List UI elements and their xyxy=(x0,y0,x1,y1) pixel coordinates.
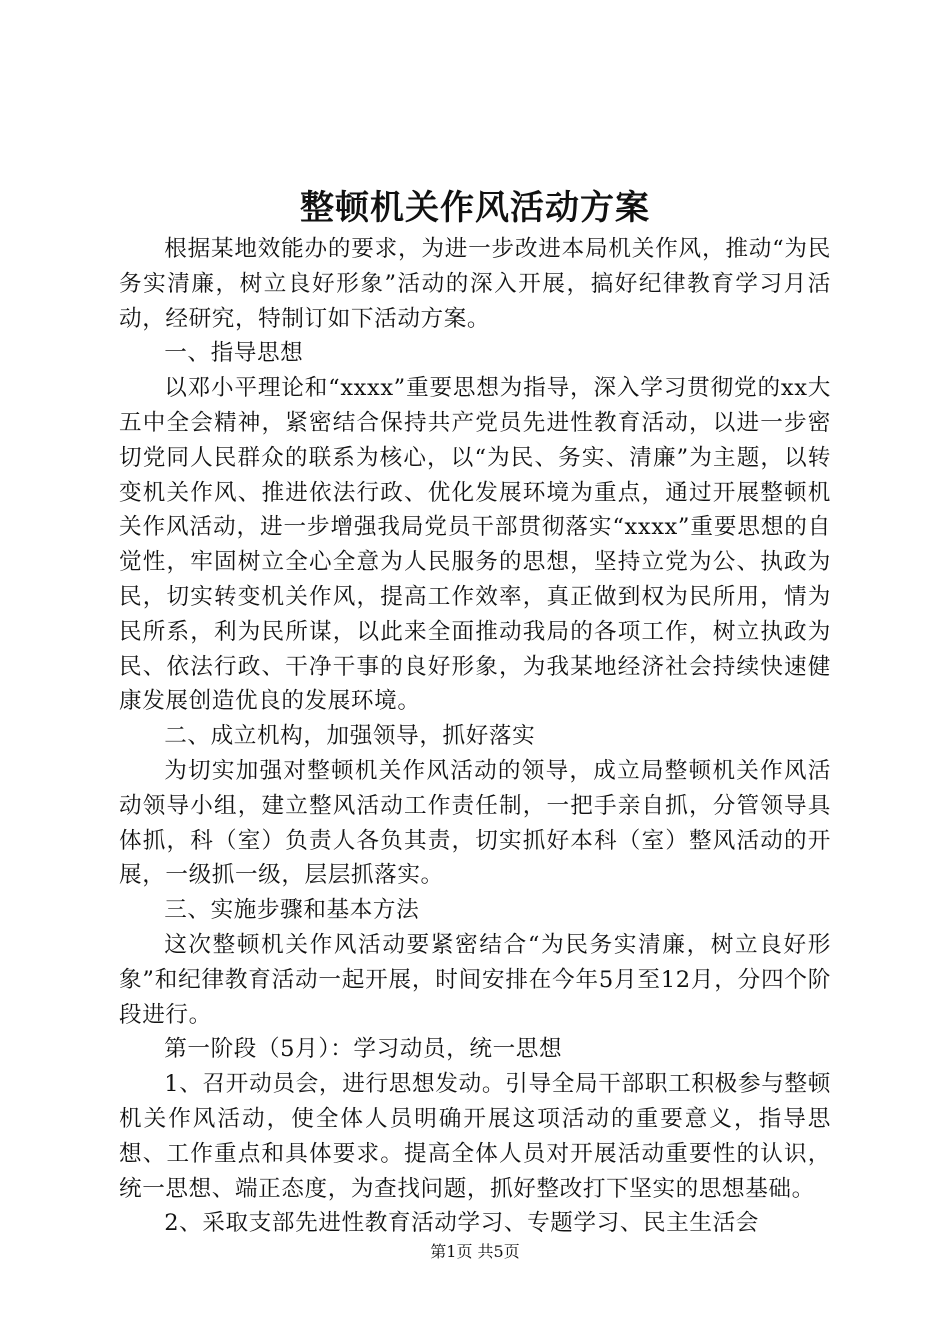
numbered-item: 2、采取支部先进性教育活动学习、专题学习、民主生活会 xyxy=(164,1210,760,1237)
body-paragraph: 以邓小平理论和“xxxx”重要思想为指导，深入学习贯彻党的xx大五中全会精神，紧密结合保持共产党员先进性教育活动，以进一步密切党同人民群众的联系为核心，以“为民、务实、清廉”为主题，以转变机关作风、推进依法行政、优化发展环境为重点，通过开展整顿机关作风活动，进一步增强我局党员干部贯彻落实“xxxx”重要思想的自觉性，牢固树立全心全意为人民服务的思想，坚持立党为公、执政为民，切实转变机关作风，提高工作效率，真正做到权为民所用，情为民所系，利为民所谋，以此来全面推动我局的各项工作，树立执政为民、依法行政、干净干事的良好形象，为我某地经济社会持续快速健康发展创造优良的发展环境。 xyxy=(119,375,831,715)
page-number-footer: 第1页 共5页 xyxy=(430,1242,520,1261)
section-heading-guiding-ideology: 一、指导思想 xyxy=(164,340,304,367)
numbered-item: 1、召开动员会，进行思想发动。引导全局干部职工积极参与整顿机关作风活动，使全体人员明确开展这项活动的重要意义，指导思想、工作重点和具体要求。提高全体人员对开展活动重要性的认识，统一思想、端正态度，为查找问题，抓好整改打下坚实的思想基础。 xyxy=(119,1071,831,1202)
section-heading-organization: 二、成立机构，加强领导，抓好落实 xyxy=(164,723,536,750)
phase-heading: 第一阶段（5月）：学习动员，统一思想 xyxy=(164,1036,563,1063)
section-heading-steps-methods: 三、实施步骤和基本方法 xyxy=(164,897,420,924)
document-body xyxy=(119,232,831,1241)
body-paragraph: 为切实加强对整顿机关作风活动的领导，成立局整顿机关作风活动领导小组，建立整风活动工作责任制，一把手亲自抓，分管领导具体抓，科（室）负责人各负其责，切实抓好本科（室）整风活动的开展，一级抓一级，层层抓落实。 xyxy=(119,757,831,889)
intro-paragraph: 根据某地效能办的要求，为进一步改进本局机关作风，推动“为民务实清廉，树立良好形象”活动的深入开展，搞好纪律教育学习月活动，经研究，特制订如下活动方案。 xyxy=(119,236,831,332)
body-paragraph: 这次整顿机关作风活动要紧密结合“为民务实清廉，树立良好形象”和纪律教育活动一起开展，时间安排在今年5月至12月，分四个阶段进行。 xyxy=(119,931,831,1028)
document-title: 整顿机关作风活动方案 xyxy=(300,188,650,228)
